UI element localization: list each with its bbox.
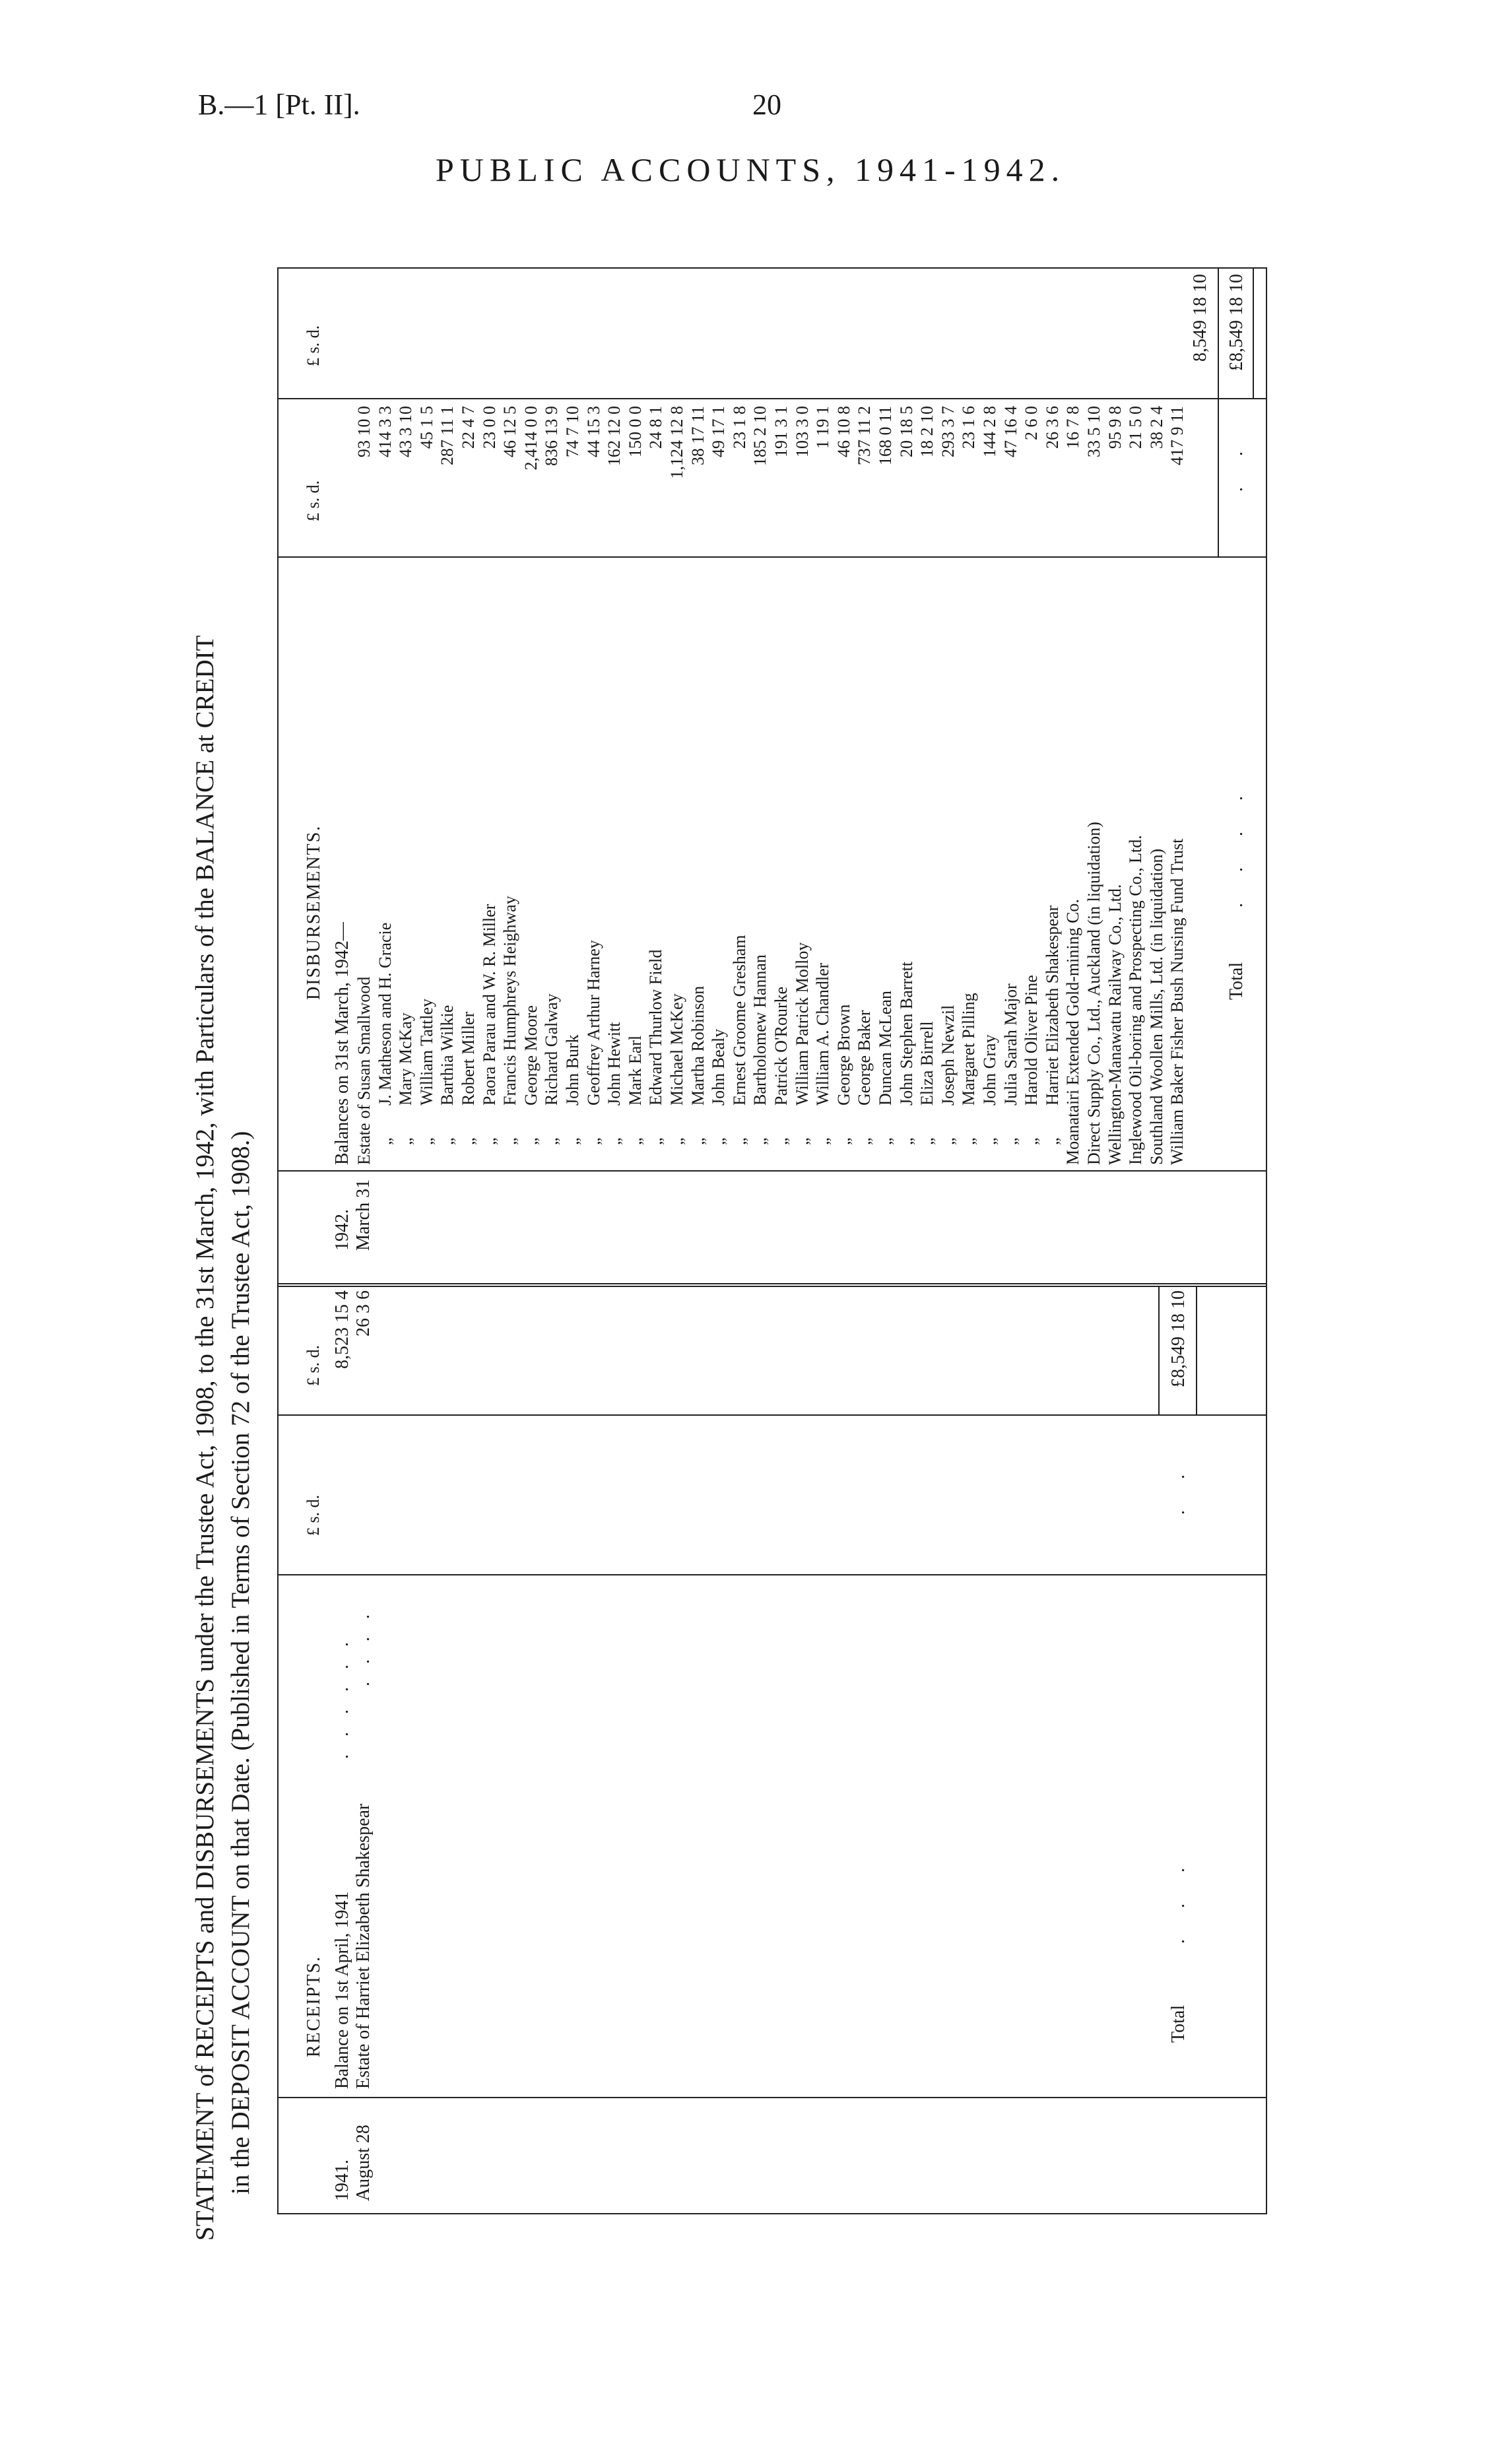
receipts-total-label: Total	[1168, 2004, 1189, 2043]
ditto-mark: „	[855, 1137, 874, 1145]
disb-row-amount: 38 17 11	[688, 406, 707, 466]
disb-row-amount: 162 12 0	[605, 406, 624, 466]
disb-row-name: Paora Parau and W. R. Miller	[479, 904, 499, 1106]
disb-row	[563, 274, 581, 1165]
disb-row-name: George Baker	[855, 1010, 874, 1106]
disb-row-amount: 2,414 0 0	[521, 406, 541, 471]
receipts-total-rule-bottom	[1196, 1287, 1197, 1414]
ditto-mark: „	[729, 1137, 749, 1145]
disb-row-name: Wellington-Manawatu Railway Co., Ltd.	[1105, 884, 1125, 1165]
disb-row-amount: 150 0 0	[625, 406, 645, 457]
receipt-row-label: Estate of Harriet Elizabeth Shakespear	[353, 1803, 374, 2089]
receipts-year: 1941.	[332, 2160, 352, 2201]
receipts-total-rule-top	[1158, 1287, 1160, 1414]
receipts-total-dots: . .	[1168, 1461, 1189, 1515]
disb-row-amount: 45 1 5	[416, 406, 436, 449]
disb-row-name: Duncan McLean	[876, 991, 895, 1106]
disb-row	[688, 274, 707, 1165]
disb-row-amount: 293 3 7	[938, 406, 958, 457]
disb-row-name: Moanatairi Extended Gold-mining Co.	[1063, 899, 1083, 1165]
disb-heading: DISBURSEMENTS.	[304, 824, 324, 1000]
ditto-mark: „	[772, 1137, 791, 1145]
disb-row-amount: 414 3 3	[375, 406, 395, 457]
disb-row-amount: 836 13 9	[542, 406, 562, 466]
disb-row-amount: 18 2 10	[917, 406, 937, 457]
disb-row-name: Patrick O'Rourke	[772, 986, 791, 1106]
disb-row-name: Joseph Newzil	[938, 1005, 958, 1106]
disb-row	[897, 274, 915, 1165]
page-number: 20	[752, 88, 781, 121]
disb-row-name: Richard Galway	[542, 993, 562, 1106]
receipts-date: August 28	[353, 2125, 374, 2201]
disb-row	[459, 274, 477, 1165]
disb-row-name: Francis Humphreys Heighway	[500, 896, 520, 1106]
disb-row-name: Martha Robinson	[688, 985, 707, 1106]
receipt-row-leader: . . . .	[353, 1608, 374, 1686]
disb-row-amount: 22 4 7	[459, 406, 478, 449]
disb-row-name: Harold Oliver Pine	[1022, 975, 1041, 1106]
disb-row-amount: 20 18 5	[896, 406, 916, 457]
disb-row-name: John Burk	[563, 1034, 582, 1106]
disb-row-name: George Brown	[834, 1004, 853, 1106]
disb-row-name: John Gray	[980, 1034, 999, 1106]
ditto-mark: „	[563, 1137, 582, 1145]
disb-row-amount: 16 7 8	[1063, 406, 1083, 449]
statement-caption-line2: in the DEPOSIT ACCOUNT on that Date. (Published in Terms of Section 72 of the Trustee Act, 1908.)	[226, 1131, 255, 2195]
disb-row-amount: 23 1 6	[959, 406, 979, 449]
disb-row-amount: 46 10 8	[834, 406, 853, 457]
disb-row-name: Mary McKay	[396, 1012, 416, 1106]
disb-row-name: Geoffrey Arthur Harney	[583, 940, 603, 1106]
disb-row	[626, 274, 644, 1165]
disb-row-amount: 49 17 1	[709, 406, 729, 457]
table-top-rule	[277, 267, 279, 2214]
disb-row-amount: 103 3 0	[792, 406, 812, 457]
receipts-split-rule-2	[277, 1283, 1267, 1284]
disb-currency-header-2: £ s. d.	[304, 325, 323, 366]
disb-row-amount: 33 5 10	[1084, 406, 1103, 457]
disb-row-name: John Hewitt	[605, 1022, 624, 1106]
disb-date: March 31	[353, 1179, 374, 1251]
disb-row-amount: 1 19 1	[813, 406, 833, 449]
disb-row-amount: 185 2 10	[750, 406, 770, 466]
disb-row	[584, 274, 603, 1165]
disb-row	[1126, 274, 1144, 1165]
disb-total-leader: . . . .	[1226, 783, 1247, 908]
disb-row-amount: 168 0 11	[876, 406, 895, 466]
ditto-mark: „	[938, 1137, 958, 1145]
disb-row	[480, 274, 498, 1165]
disb-intro: Balances on 31st March, 1942—	[332, 922, 352, 1165]
disb-row	[834, 274, 853, 1165]
disb-row-name: Southland Woollen Mills, Ltd. (in liquidation)	[1146, 848, 1166, 1165]
ditto-mark: „	[980, 1137, 999, 1145]
ditto-mark: „	[438, 1137, 457, 1145]
disb-row-amount: 23 1 8	[729, 406, 749, 449]
ditto-mark: „	[750, 1137, 770, 1145]
ditto-mark: „	[688, 1137, 707, 1145]
disb-row-amount: 47 16 4	[1001, 406, 1020, 457]
disb-row	[646, 274, 665, 1165]
disb-row-amount: 24 8 1	[646, 406, 666, 449]
table-right-rule	[277, 267, 1267, 269]
disb-row	[750, 274, 769, 1165]
receipts-total-leader: . . .	[1168, 1855, 1189, 1944]
ditto-mark: „	[583, 1137, 603, 1145]
disb-subtotal: 8,549 18 10	[1190, 274, 1210, 362]
disb-row-amount: 93 10 0	[354, 406, 374, 457]
disb-row	[500, 274, 519, 1165]
disb-row	[542, 274, 560, 1165]
ditto-mark: „	[375, 1137, 395, 1145]
receipts-detail-rule	[277, 1574, 1267, 1575]
ditto-mark: „	[813, 1137, 833, 1145]
ditto-mark: „	[459, 1137, 478, 1145]
ditto-mark: „	[667, 1137, 686, 1145]
receipts-currency-header: £ s. d.	[304, 1494, 323, 1536]
ditto-mark: „	[542, 1137, 562, 1145]
ditto-mark: „	[709, 1137, 729, 1145]
disb-row-amount: 21 5 0	[1126, 406, 1146, 449]
disb-row	[376, 274, 394, 1165]
disb-total-label: Total	[1226, 962, 1247, 1000]
receipts-heading: RECEIPTS.	[304, 1955, 324, 2057]
disb-row	[1063, 274, 1082, 1165]
disb-row-amount: 46 12 5	[500, 406, 520, 457]
disb-row-name: William Tattley	[416, 998, 436, 1106]
disb-row-amount: 144 2 8	[980, 406, 999, 457]
disb-row	[813, 274, 832, 1165]
ditto-mark: „	[917, 1137, 937, 1145]
ditto-mark: „	[500, 1137, 520, 1145]
disb-row-name: Ernest Groome Gresham	[729, 935, 749, 1106]
disb-row-amount: 417 9 11	[1167, 406, 1187, 466]
disb-row	[521, 274, 540, 1165]
disb-row	[1022, 274, 1040, 1165]
receipts-total: £8,549 18 10	[1168, 1290, 1189, 1387]
disb-row-name: Inglewood Oil-boring and Prospecting Co., Ltd.	[1126, 835, 1146, 1165]
ditto-mark: „	[1022, 1137, 1041, 1145]
disb-row-name: George Moore	[521, 1005, 541, 1106]
disb-row-name: Robert Miller	[459, 1011, 478, 1106]
disb-row-amount: 95 9 8	[1105, 406, 1125, 449]
table-bottom-rule	[1266, 267, 1267, 2214]
disb-row-name: William A. Chandler	[813, 962, 833, 1106]
receipt-row-label: Balance on 1st April, 1941	[332, 1891, 352, 2089]
disb-row	[855, 274, 873, 1165]
disb-row	[1001, 274, 1020, 1165]
disb-row	[1105, 274, 1124, 1165]
disb-date-rule	[277, 1170, 1267, 1172]
ditto-mark: „	[896, 1137, 916, 1145]
ditto-mark: „	[396, 1137, 416, 1145]
disb-row-amount: 2 6 0	[1022, 406, 1041, 440]
disb-total-rule-bottom	[1253, 269, 1254, 398]
disb-row-name: Eliza Birrell	[917, 1021, 937, 1106]
disb-row	[709, 274, 727, 1165]
disb-total: £8,549 18 10	[1226, 274, 1247, 371]
ditto-mark: „	[1042, 1137, 1062, 1145]
receipt-row-leader: . . . . . .	[332, 1636, 352, 1759]
ditto-mark: „	[416, 1137, 436, 1145]
disb-row-name: William Baker Fisher Bush Nursing Fund Trust	[1167, 838, 1187, 1165]
disb-total-rule-left	[1218, 399, 1219, 556]
disb-row	[772, 274, 790, 1165]
disb-row-amount: 287 11 1	[438, 406, 457, 466]
disb-row-amount: 44 15 3	[583, 406, 603, 457]
disb-total-rule-top	[1218, 269, 1219, 398]
disb-row	[605, 274, 623, 1165]
disb-row	[438, 274, 456, 1165]
statement-caption-line1: STATEMENT of RECEIPTS and DISBURSEMENTS under the Trustee Act, 1908, to the 31st March, 1942, with Particulars of the BALANCE at CREDIT	[191, 635, 219, 2241]
disb-year: 1942.	[332, 1209, 352, 1251]
disb-row	[793, 274, 811, 1165]
ditto-mark: „	[605, 1137, 624, 1145]
disb-row-amount: 26 3 6	[1042, 406, 1062, 449]
receipts-currency-header-2: £ s. d.	[304, 1344, 323, 1386]
disb-row	[354, 274, 373, 1165]
ditto-mark: „	[1001, 1137, 1020, 1145]
disb-row	[417, 274, 436, 1165]
ditto-mark: „	[792, 1137, 812, 1145]
disb-row-amount: 23 0 0	[479, 406, 499, 449]
disb-row-name: J. Matheson and H. Gracie	[375, 922, 395, 1106]
statement-block	[185, 234, 1307, 2241]
disb-row	[1043, 274, 1061, 1165]
ditto-mark: „	[521, 1137, 541, 1145]
disb-row	[1147, 274, 1166, 1165]
disb-row	[730, 274, 748, 1165]
receipts-date-rule	[277, 2097, 1267, 2098]
disb-row-name: Estate of Susan Smallwood	[354, 976, 374, 1165]
disb-row	[396, 274, 414, 1165]
ditto-mark: „	[834, 1137, 853, 1145]
disb-row	[876, 274, 894, 1165]
disb-row	[667, 274, 686, 1165]
ditto-mark: „	[876, 1137, 895, 1145]
disb-row-name: Mark Earl	[625, 1035, 645, 1106]
disb-row-name: Julia Sarah Major	[1001, 983, 1020, 1106]
disb-row-name: William Patrick Molloy	[792, 942, 812, 1106]
page-title: PUBLIC ACCOUNTS, 1941-1942.	[436, 151, 1066, 188]
receipts-col1-rule	[277, 1414, 1267, 1416]
disb-row-name: Direct Supply Co., Ltd., Auckland (in liquidation)	[1084, 822, 1103, 1165]
disb-currency-header: £ s. d.	[304, 480, 323, 521]
ditto-mark: „	[625, 1137, 645, 1145]
disb-row-amount: 737 11 2	[855, 406, 874, 466]
disb-row-name: Edward Thurlow Field	[646, 949, 666, 1106]
disb-row	[938, 274, 957, 1165]
ditto-mark: „	[479, 1137, 499, 1145]
ditto-mark: „	[646, 1137, 666, 1145]
disb-row-name: John Stephen Barrett	[896, 961, 916, 1106]
disb-row-name: Bartholomew Hannan	[750, 954, 770, 1106]
disb-row-name: Barthia Wilkie	[438, 1005, 457, 1106]
disb-row-name: Margaret Pilling	[959, 993, 979, 1106]
disb-row-amount: 38 2 4	[1146, 406, 1166, 449]
receipt-row-amount: 26 3 6	[353, 1290, 374, 1337]
page-ref: B.—1 [Pt. II].	[198, 88, 360, 121]
disb-row-name: John Bealy	[709, 1028, 729, 1106]
receipt-row-amount: 8,523 15 4	[332, 1290, 352, 1369]
disb-row	[1084, 274, 1103, 1165]
disb-row-amount: 43 3 10	[396, 406, 416, 457]
table-left-rule	[277, 2213, 1267, 2214]
disb-row-name: Harriet Elizabeth Shakespear	[1042, 905, 1062, 1106]
disb-row-amount: 74 7 10	[563, 406, 582, 457]
ditto-mark: „	[959, 1137, 979, 1145]
disb-total-dots: . .	[1226, 438, 1247, 492]
statement-table	[277, 267, 1267, 2241]
disb-row	[980, 274, 999, 1165]
receipts-split-rule	[277, 1286, 1267, 1287]
disb-row-amount: 191 3 1	[772, 406, 791, 457]
disb-row-amount: 1,124 12 8	[667, 406, 686, 479]
disb-row	[917, 274, 936, 1165]
disb-row	[1167, 274, 1186, 1165]
disb-row-name: Michael McKey	[667, 993, 686, 1106]
disb-row	[959, 274, 977, 1165]
